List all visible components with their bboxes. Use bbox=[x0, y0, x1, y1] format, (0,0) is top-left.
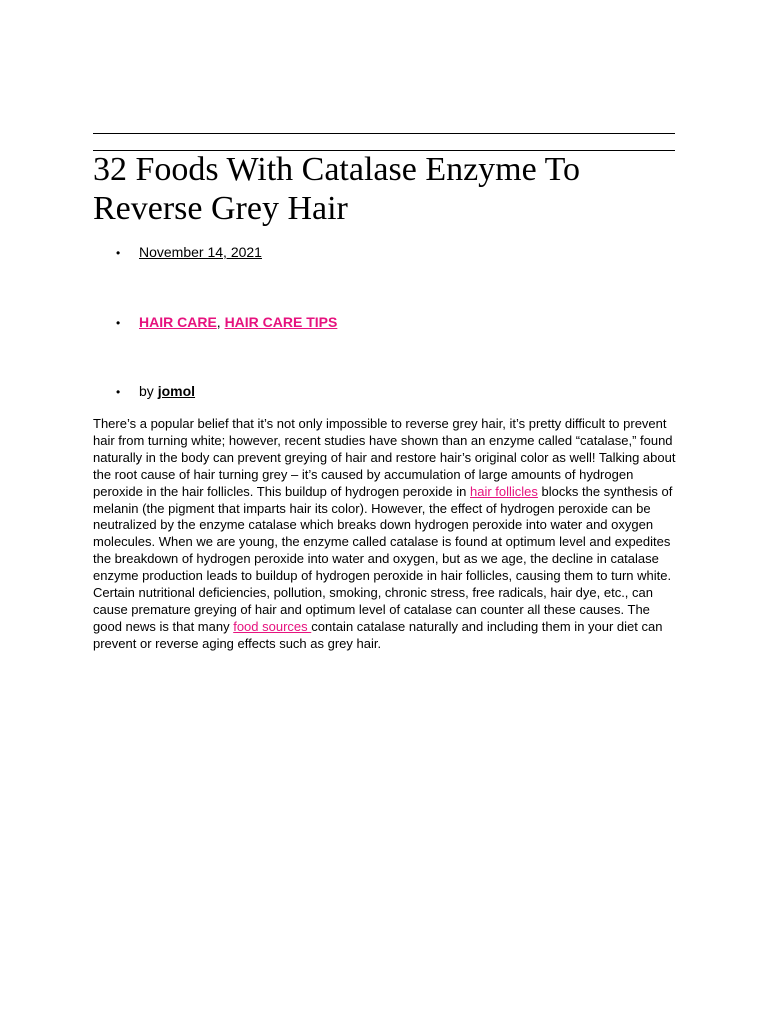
post-date-list bbox=[116, 243, 262, 262]
post-author-list bbox=[116, 382, 195, 401]
category-link-hair-care[interactable]: HAIR CARE bbox=[139, 314, 217, 330]
post-categories-item bbox=[116, 313, 337, 332]
body-text-part-3: contain catalase naturally and including them in your diet can prevent or reverse aging effects such as grey hair. bbox=[93, 618, 663, 651]
header-divider-top bbox=[93, 133, 675, 134]
post-categories-list bbox=[116, 313, 337, 332]
post-author-item bbox=[116, 382, 195, 401]
body-text-part-1: There’s a popular belief that it’s not only impossible to reverse grey hair, it’s pretty difficult to prevent hair from turning white; however, recent studies have shown than an enzyme called “catalase,” found naturally in the body can prevent greying of hair and restore hair’s original color as well! Talking about the root cause of hair turning grey – it’s caused by accumulation of large amounts of hydrogen peroxide in the hair follicles. This buildup of hydrogen peroxide in bbox=[93, 416, 676, 499]
author-link[interactable]: jomol bbox=[157, 383, 196, 399]
bullet-icon: • bbox=[116, 246, 121, 260]
category-separator: , bbox=[216, 314, 225, 330]
article-title: 32 Foods With Catalase Enzyme To Reverse Grey Hair bbox=[93, 151, 580, 227]
author-prefix: by bbox=[139, 383, 158, 399]
food-sources-link[interactable]: food sources bbox=[233, 618, 312, 634]
hair-follicles-link[interactable]: hair follicles bbox=[470, 483, 538, 499]
article-body bbox=[93, 416, 677, 653]
post-date-link[interactable]: November 14, 2021 bbox=[139, 244, 262, 260]
bullet-icon: • bbox=[116, 385, 121, 399]
category-link-hair-care-tips[interactable]: HAIR CARE TIPS bbox=[224, 314, 338, 330]
post-date-item bbox=[116, 243, 262, 262]
body-text-part-2: blocks the synthesis of melanin (the pigment that imparts hair its color). However, the effect of hydrogen peroxide can be neutralized by the enzyme catalase which breaks down hydrogen peroxide into water and oxygen molecules. When we are young, the enzyme called catalase is found at optimum level and expedites the breakdown of hydrogen peroxide into water and oxygen, but as we age, the decline in catalase enzyme production leads to buildup of hydrogen peroxide in hair follicles, causing them to turn white. Certain nutritional deficiencies, pollution, smoking, chronic stress, free radicals, hair dye, etc., can cause premature greying of hair and optimum level of catalase can counter all these causes. The good news is that many bbox=[93, 483, 673, 634]
bullet-icon: • bbox=[116, 316, 121, 330]
